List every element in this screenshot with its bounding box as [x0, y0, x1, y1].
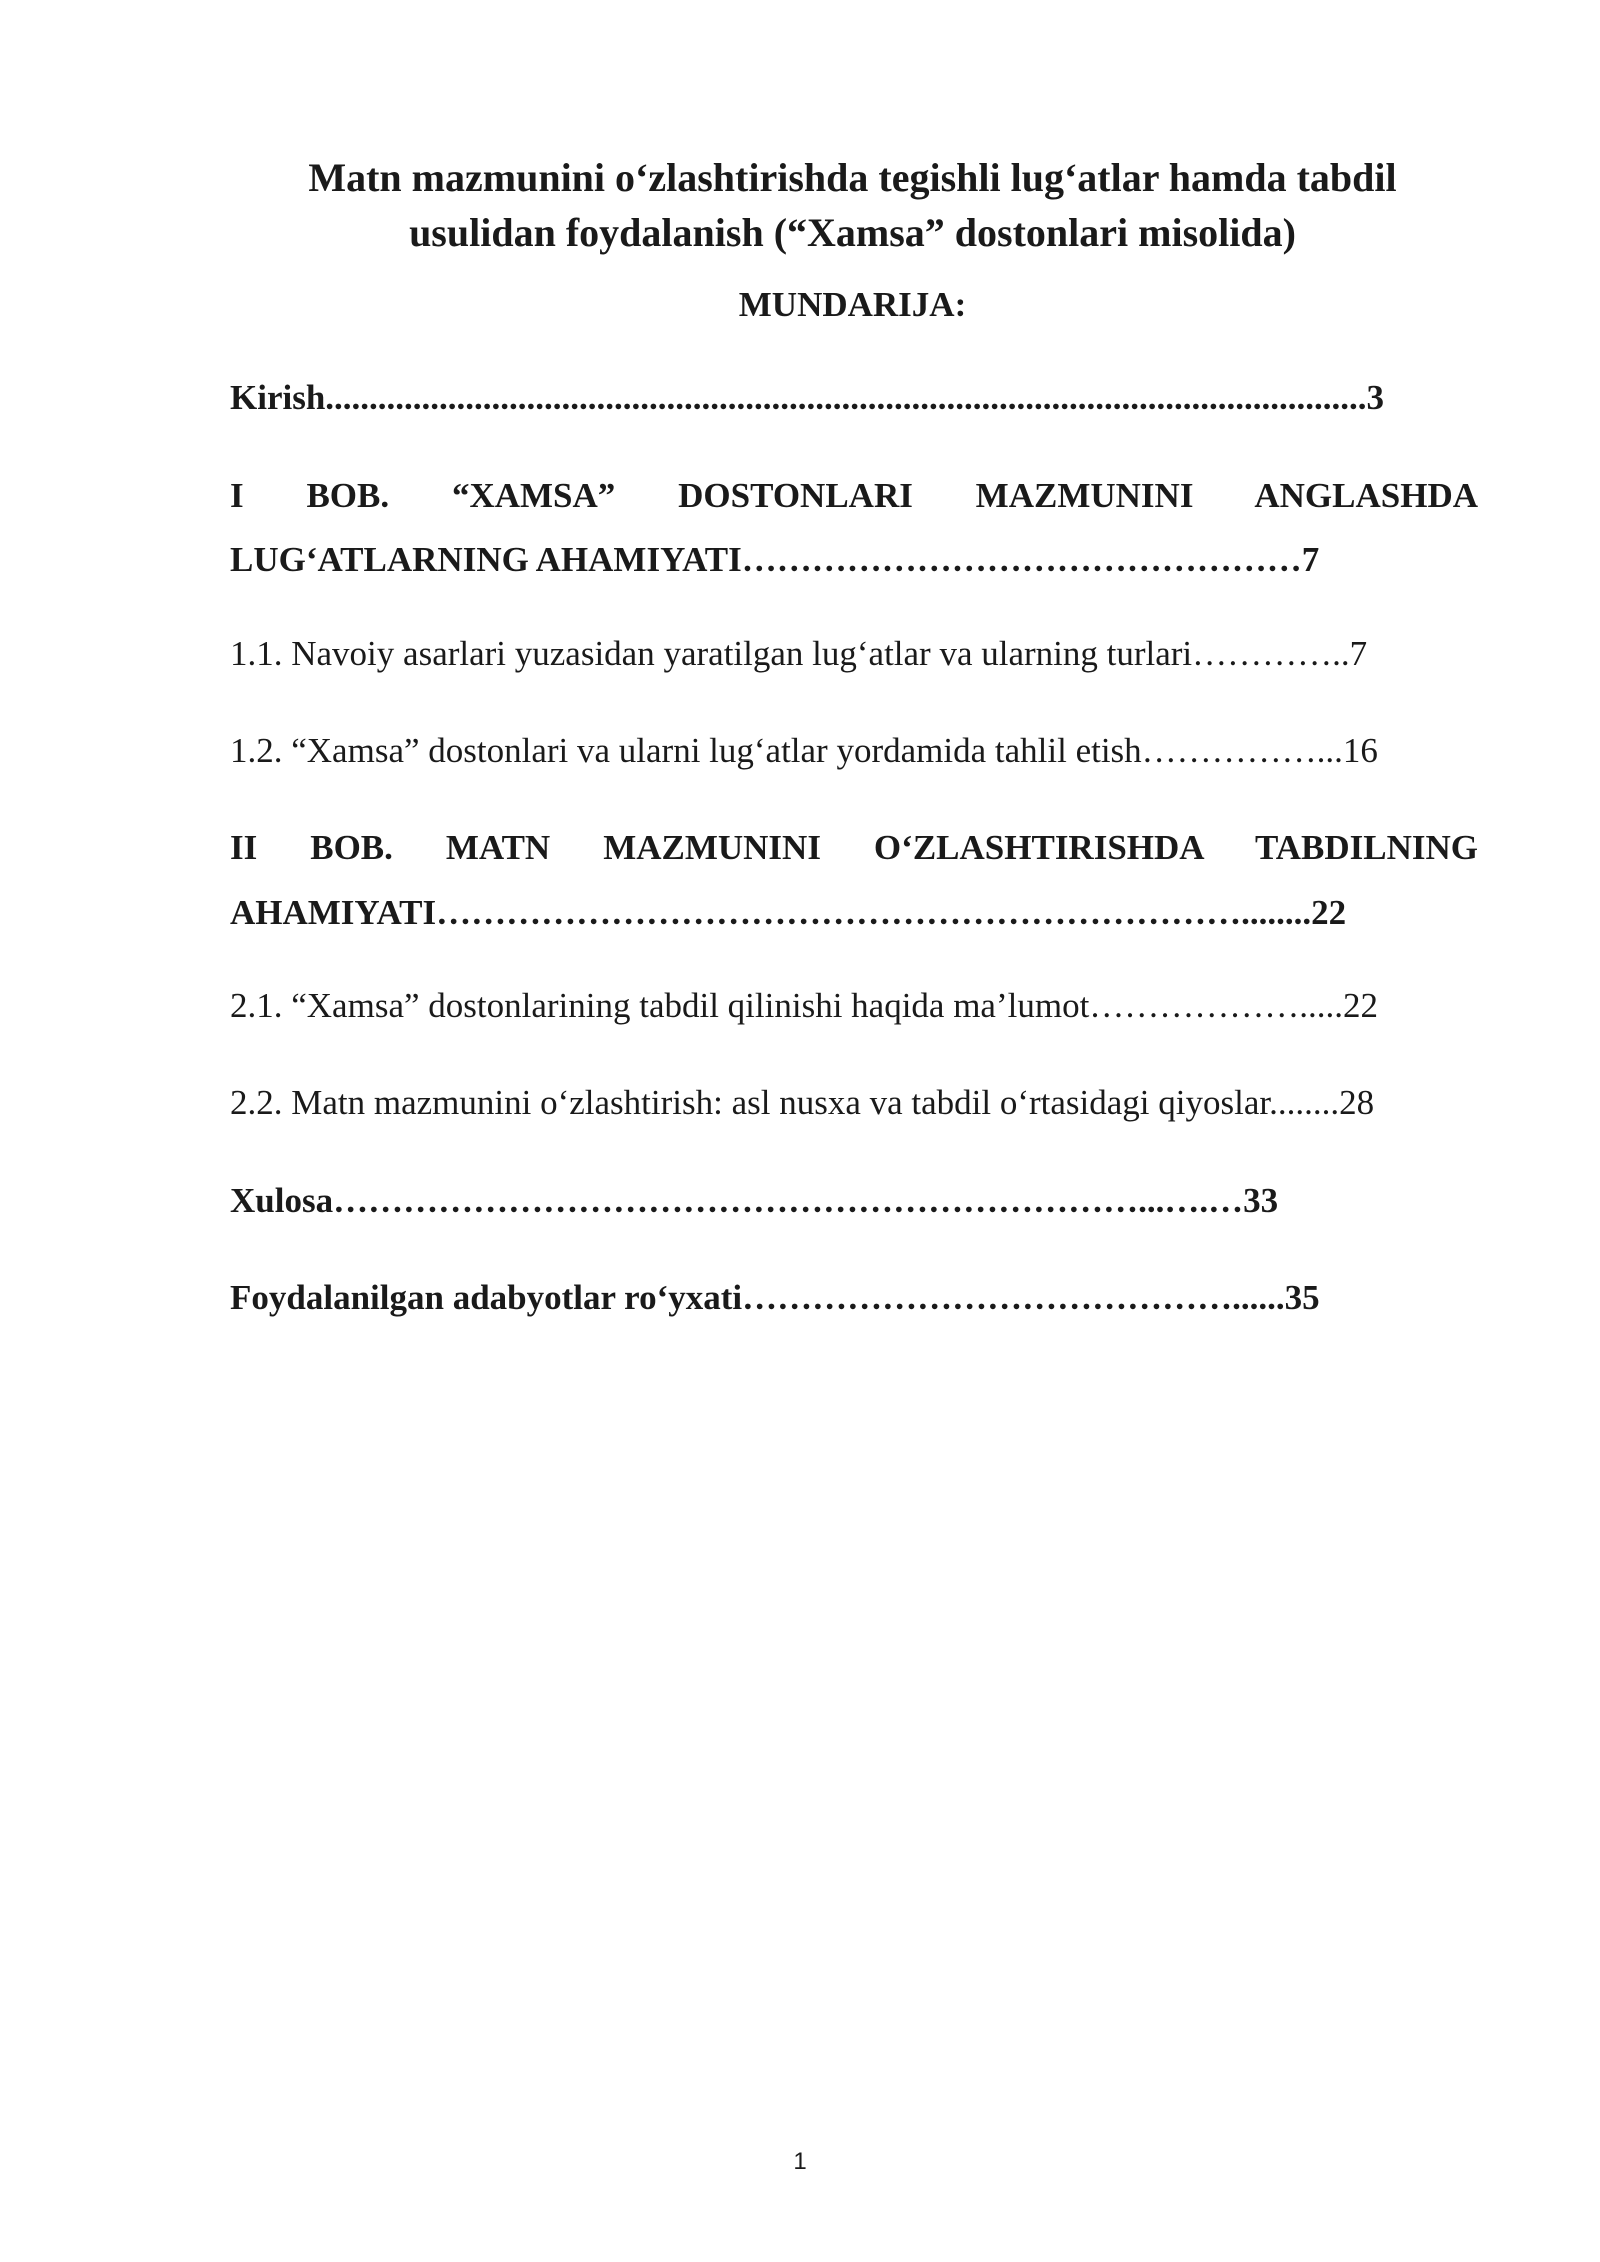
toc-entry-chapter-2-line-1: II BOB. MATN MAZMUNINI O‘ZLASHTIRISHDA TABDILNING — [230, 828, 1478, 867]
toc-entry-conclusion: Xulosa……………………………………………………………...….…33 — [230, 1181, 1279, 1220]
toc-entry-section-2-2: 2.2. Matn mazmunini o‘zlashtirish: asl nusxa va tabdil o‘rtasidagi qiyoslar........28 — [230, 1083, 1375, 1122]
toc-entry-chapter-1-line-2: LUG‘ATLARNING AHAMIYATI…………………………………………7 — [230, 540, 1320, 579]
page-number: 1 — [793, 2148, 807, 2175]
toc-entry-bibliography: Foydalanilgan adabyotlar ro‘yxati……………………………………......35 — [230, 1278, 1320, 1317]
toc-entry-section-1-1: 1.1. Navoiy asarlari yuzasidan yaratilgan lug‘atlar va ularning turlari…………..7 — [230, 634, 1368, 673]
toc-heading: MUNDARIJA: — [738, 285, 967, 324]
document-title-line-1: Matn mazmunini o‘zlashtirishda tegishli lug‘atlar hamda tabdil — [308, 155, 1397, 200]
table-of-contents — [230, 0, 1478, 2262]
toc-entry-chapter-1-line-1: I BOB. “XAMSA” DOSTONLARI MAZMUNINI ANGLASHDA — [230, 476, 1478, 515]
toc-entry-chapter-2-line-2: AHAMIYATI……………………………………………………………........22 — [230, 893, 1347, 932]
toc-entry-section-2-1: 2.1. “Xamsa” dostonlarining tabdil qilinishi haqida ma’lumot……………….....22 — [230, 986, 1379, 1025]
document-title-line-2: usulidan foydalanish (“Xamsa” dostonlari misolida) — [409, 210, 1296, 255]
toc-entry-section-1-2: 1.2. “Xamsa” dostonlari va ularni lug‘atlar yordamida tahlil etish……………...16 — [230, 731, 1378, 770]
toc-entry-introduction: Kirish.......................................................................................................................3 — [230, 378, 1385, 417]
